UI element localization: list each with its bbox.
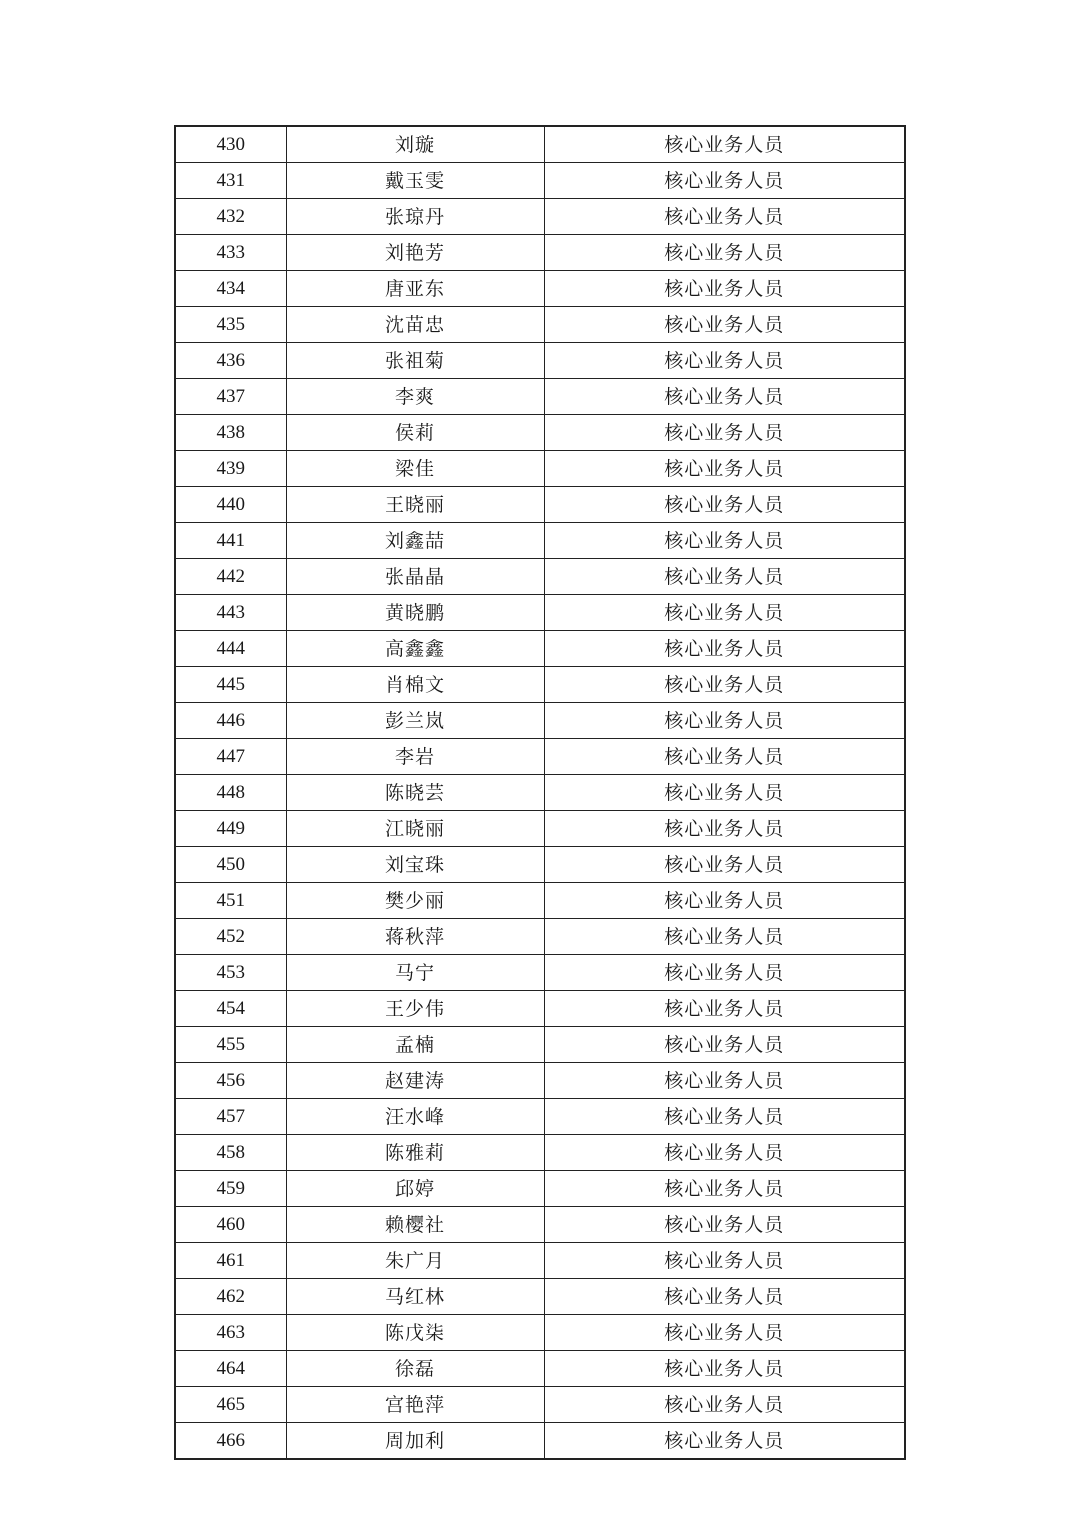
person-name: 王晓丽 [286,487,544,523]
person-name: 樊少丽 [286,883,544,919]
row-number: 440 [175,487,286,523]
table-row [175,739,905,775]
role-label: 核心业务人员 [544,1351,905,1387]
role-label: 核心业务人员 [544,163,905,199]
table-row [175,955,905,991]
row-number: 449 [175,811,286,847]
row-number: 441 [175,523,286,559]
table-row [175,126,905,163]
table-row [175,1207,905,1243]
role-label: 核心业务人员 [544,811,905,847]
row-number: 455 [175,1027,286,1063]
table-row [175,811,905,847]
table-row [175,1171,905,1207]
person-name: 刘鑫喆 [286,523,544,559]
person-name: 刘璇 [286,126,544,163]
row-number: 442 [175,559,286,595]
role-label: 核心业务人员 [544,559,905,595]
row-number: 450 [175,847,286,883]
row-number: 434 [175,271,286,307]
table-row [175,991,905,1027]
row-number: 444 [175,631,286,667]
role-label: 核心业务人员 [544,1027,905,1063]
row-number: 443 [175,595,286,631]
table-row [175,595,905,631]
person-name: 赵建涛 [286,1063,544,1099]
table-row [175,667,905,703]
row-number: 460 [175,1207,286,1243]
row-number: 466 [175,1423,286,1460]
role-label: 核心业务人员 [544,595,905,631]
row-number: 459 [175,1171,286,1207]
person-name: 沈苗忠 [286,307,544,343]
row-number: 462 [175,1279,286,1315]
role-label: 核心业务人员 [544,847,905,883]
role-label: 核心业务人员 [544,487,905,523]
role-label: 核心业务人员 [544,703,905,739]
row-number: 433 [175,235,286,271]
person-name: 黄晓鹏 [286,595,544,631]
row-number: 457 [175,1099,286,1135]
person-name: 高鑫鑫 [286,631,544,667]
role-label: 核心业务人员 [544,991,905,1027]
row-number: 435 [175,307,286,343]
row-number: 451 [175,883,286,919]
table-row [175,631,905,667]
person-name: 戴玉雯 [286,163,544,199]
row-number: 456 [175,1063,286,1099]
role-label: 核心业务人员 [544,1063,905,1099]
person-name: 李岩 [286,739,544,775]
role-label: 核心业务人员 [544,883,905,919]
person-name: 马红林 [286,1279,544,1315]
table-row [175,343,905,379]
table-row [175,847,905,883]
table-row [175,775,905,811]
role-label: 核心业务人员 [544,1279,905,1315]
person-name: 马宁 [286,955,544,991]
table-row [175,199,905,235]
person-name: 肖棉文 [286,667,544,703]
role-label: 核心业务人员 [544,199,905,235]
table-row [175,1279,905,1315]
row-number: 464 [175,1351,286,1387]
person-name: 陈戊柒 [286,1315,544,1351]
row-number: 465 [175,1387,286,1423]
table-row [175,703,905,739]
roster-table [174,125,906,1460]
role-label: 核心业务人员 [544,631,905,667]
person-name: 孟楠 [286,1027,544,1063]
person-name: 赖樱社 [286,1207,544,1243]
row-number: 448 [175,775,286,811]
row-number: 461 [175,1243,286,1279]
row-number: 445 [175,667,286,703]
table-row [175,1027,905,1063]
row-number: 431 [175,163,286,199]
person-name: 张晶晶 [286,559,544,595]
person-name: 陈雅莉 [286,1135,544,1171]
role-label: 核心业务人员 [544,739,905,775]
person-name: 朱广月 [286,1243,544,1279]
table-row [175,379,905,415]
person-name: 徐磊 [286,1351,544,1387]
table-row [175,559,905,595]
role-label: 核心业务人员 [544,1207,905,1243]
row-number: 446 [175,703,286,739]
role-label: 核心业务人员 [544,1423,905,1460]
role-label: 核心业务人员 [544,1315,905,1351]
role-label: 核心业务人员 [544,379,905,415]
role-label: 核心业务人员 [544,1171,905,1207]
table-row [175,883,905,919]
person-name: 江晓丽 [286,811,544,847]
person-name: 侯莉 [286,415,544,451]
role-label: 核心业务人员 [544,271,905,307]
table-row [175,1063,905,1099]
table-row [175,487,905,523]
role-label: 核心业务人员 [544,343,905,379]
person-name: 陈晓芸 [286,775,544,811]
table-row [175,1423,905,1460]
row-number: 447 [175,739,286,775]
row-number: 452 [175,919,286,955]
person-name: 王少伟 [286,991,544,1027]
row-number: 437 [175,379,286,415]
table-row [175,1387,905,1423]
role-label: 核心业务人员 [544,126,905,163]
table-row [175,451,905,487]
table-row [175,307,905,343]
roster-table-body [175,126,905,1459]
person-name: 刘宝珠 [286,847,544,883]
person-name: 邱婷 [286,1171,544,1207]
role-label: 核心业务人员 [544,919,905,955]
role-label: 核心业务人员 [544,1243,905,1279]
row-number: 430 [175,126,286,163]
person-name: 唐亚东 [286,271,544,307]
table-row [175,1315,905,1351]
row-number: 438 [175,415,286,451]
person-name: 蒋秋萍 [286,919,544,955]
row-number: 454 [175,991,286,1027]
person-name: 周加利 [286,1423,544,1460]
role-label: 核心业务人员 [544,775,905,811]
table-row [175,523,905,559]
person-name: 张琼丹 [286,199,544,235]
table-row [175,235,905,271]
person-name: 梁佳 [286,451,544,487]
role-label: 核心业务人员 [544,415,905,451]
role-label: 核心业务人员 [544,451,905,487]
role-label: 核心业务人员 [544,307,905,343]
role-label: 核心业务人员 [544,235,905,271]
person-name: 彭兰岚 [286,703,544,739]
table-row [175,163,905,199]
row-number: 436 [175,343,286,379]
row-number: 458 [175,1135,286,1171]
table-row [175,1351,905,1387]
row-number: 453 [175,955,286,991]
role-label: 核心业务人员 [544,1135,905,1171]
table-row [175,271,905,307]
table-row [175,415,905,451]
person-name: 刘艳芳 [286,235,544,271]
row-number: 463 [175,1315,286,1351]
person-name: 汪水峰 [286,1099,544,1135]
row-number: 432 [175,199,286,235]
person-name: 宫艳萍 [286,1387,544,1423]
person-name: 李爽 [286,379,544,415]
role-label: 核心业务人员 [544,523,905,559]
table-row [175,1243,905,1279]
row-number: 439 [175,451,286,487]
table-row [175,1135,905,1171]
role-label: 核心业务人员 [544,955,905,991]
role-label: 核心业务人员 [544,1387,905,1423]
table-row [175,919,905,955]
role-label: 核心业务人员 [544,667,905,703]
role-label: 核心业务人员 [544,1099,905,1135]
person-name: 张祖菊 [286,343,544,379]
table-row [175,1099,905,1135]
